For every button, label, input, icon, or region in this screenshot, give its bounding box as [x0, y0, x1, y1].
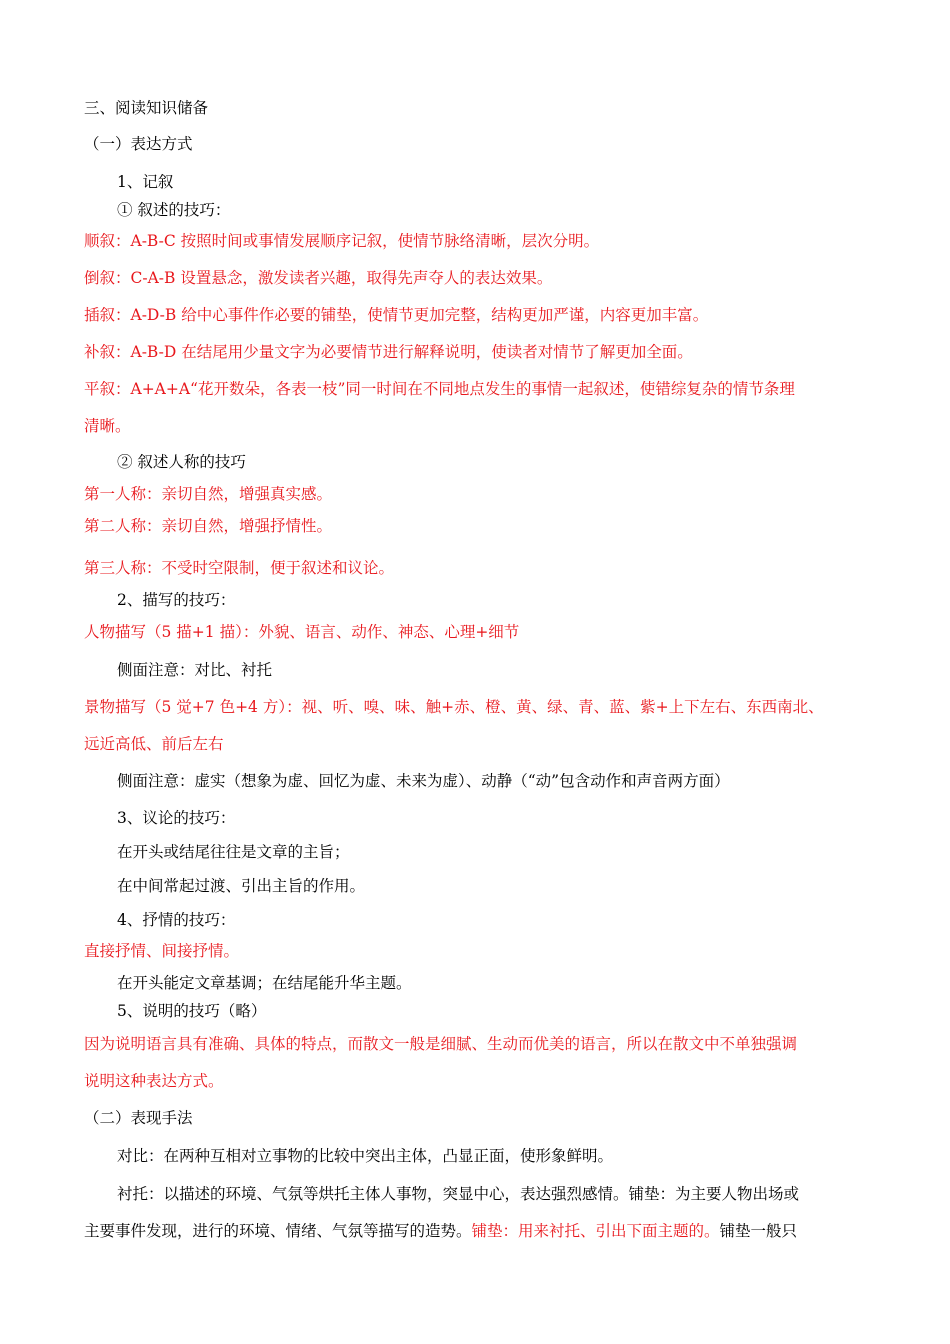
topic-heading: 1、记叙	[117, 173, 174, 191]
text-line: 对比：在两种互相对立事物的比较中突出主体，凸显正面，使形象鲜明。	[117, 1147, 614, 1165]
text-line	[84, 1221, 797, 1241]
text-line: 景物描写（5 觉+7 色+4 方）：视、听、嗅、味、触+赤、橙、黄、绿、青、蓝、紫+上下左右、东西南北、	[84, 698, 824, 716]
subtopic-heading: ② 叙述人称的技巧	[117, 453, 246, 471]
text-line: 在中间常起过渡、引出主旨的作用。	[117, 877, 366, 895]
text-line: 在开头或结尾往往是文章的主旨；	[117, 843, 350, 861]
text-line: 侧面注意：对比、衬托	[117, 661, 273, 679]
topic-heading: 5、说明的技巧（略）	[117, 1002, 267, 1020]
text-line: 第一人称：亲切自然，增强真实感。	[84, 485, 333, 503]
text-line: 人物描写（5 描+1 描）：外貌、语言、动作、神态、心理+细节	[84, 623, 520, 641]
text-line: 直接抒情、间接抒情。	[84, 942, 240, 960]
topic-heading: 4、抒情的技巧：	[117, 911, 236, 929]
text-line: 因为说明语言具有准确、具体的特点，而散文一般是细腻、生动而优美的语言，所以在散文中不单独强调	[84, 1035, 798, 1053]
subsection-heading: （二）表现手法	[84, 1109, 193, 1127]
text-line: 清晰。	[84, 417, 131, 435]
topic-heading: 2、描写的技巧：	[117, 591, 236, 609]
topic-heading: 3、议论的技巧：	[117, 809, 236, 827]
text-segment: 铺垫一般只	[719, 1222, 798, 1240]
text-line: 补叙：A-B-D 在结尾用少量文字为必要情节进行解释说明，使读者对情节了解更加全面。	[84, 343, 693, 361]
text-line: 插叙：A-D-B 给中心事件作必要的铺垫，使情节更加完整，结构更加严谨，内容更加丰富。	[84, 306, 709, 324]
text-line: 在开头能定文章基调；在结尾能升华主题。	[117, 974, 412, 992]
text-line: 顺叙：A-B-C 按照时间或事情发展顺序记叙，使情节脉络清晰，层次分明。	[84, 232, 600, 250]
text-line: 说明这种表达方式。	[84, 1072, 224, 1090]
text-line: 第二人称：亲切自然，增强抒情性。	[84, 517, 333, 535]
text-line: 侧面注意：虚实（想象为虚、回忆为虚、未来为虚）、动静（“动”包含动作和声音两方面）	[117, 772, 730, 790]
subtopic-heading: ① 叙述的技巧：	[117, 201, 231, 219]
text-segment: 主要事件发现，进行的环境、情绪、气氛等描写的造势。	[84, 1222, 472, 1240]
text-line: 第三人称：不受时空限制，便于叙述和议论。	[84, 559, 395, 577]
text-line: 远近高低、前后左右	[84, 735, 224, 753]
section-heading: 三、阅读知识储备	[84, 99, 209, 117]
subsection-heading: （一）表达方式	[84, 135, 193, 153]
text-segment-highlight: 铺垫：用来衬托、引出下面主题的。	[471, 1222, 720, 1240]
text-line: 衬托：以描述的环境、气氛等烘托主体人事物，突显中心，表达强烈感情。铺垫：为主要人物出场或	[117, 1185, 800, 1203]
text-line: 倒叙：C-A-B 设置悬念，激发读者兴趣，取得先声夺人的表达效果。	[84, 269, 553, 287]
text-line: 平叙：A+A+A“花开数朵，各表一枝”同一时间在不同地点发生的事情一起叙述，使错综复杂的情节条理	[84, 380, 795, 398]
